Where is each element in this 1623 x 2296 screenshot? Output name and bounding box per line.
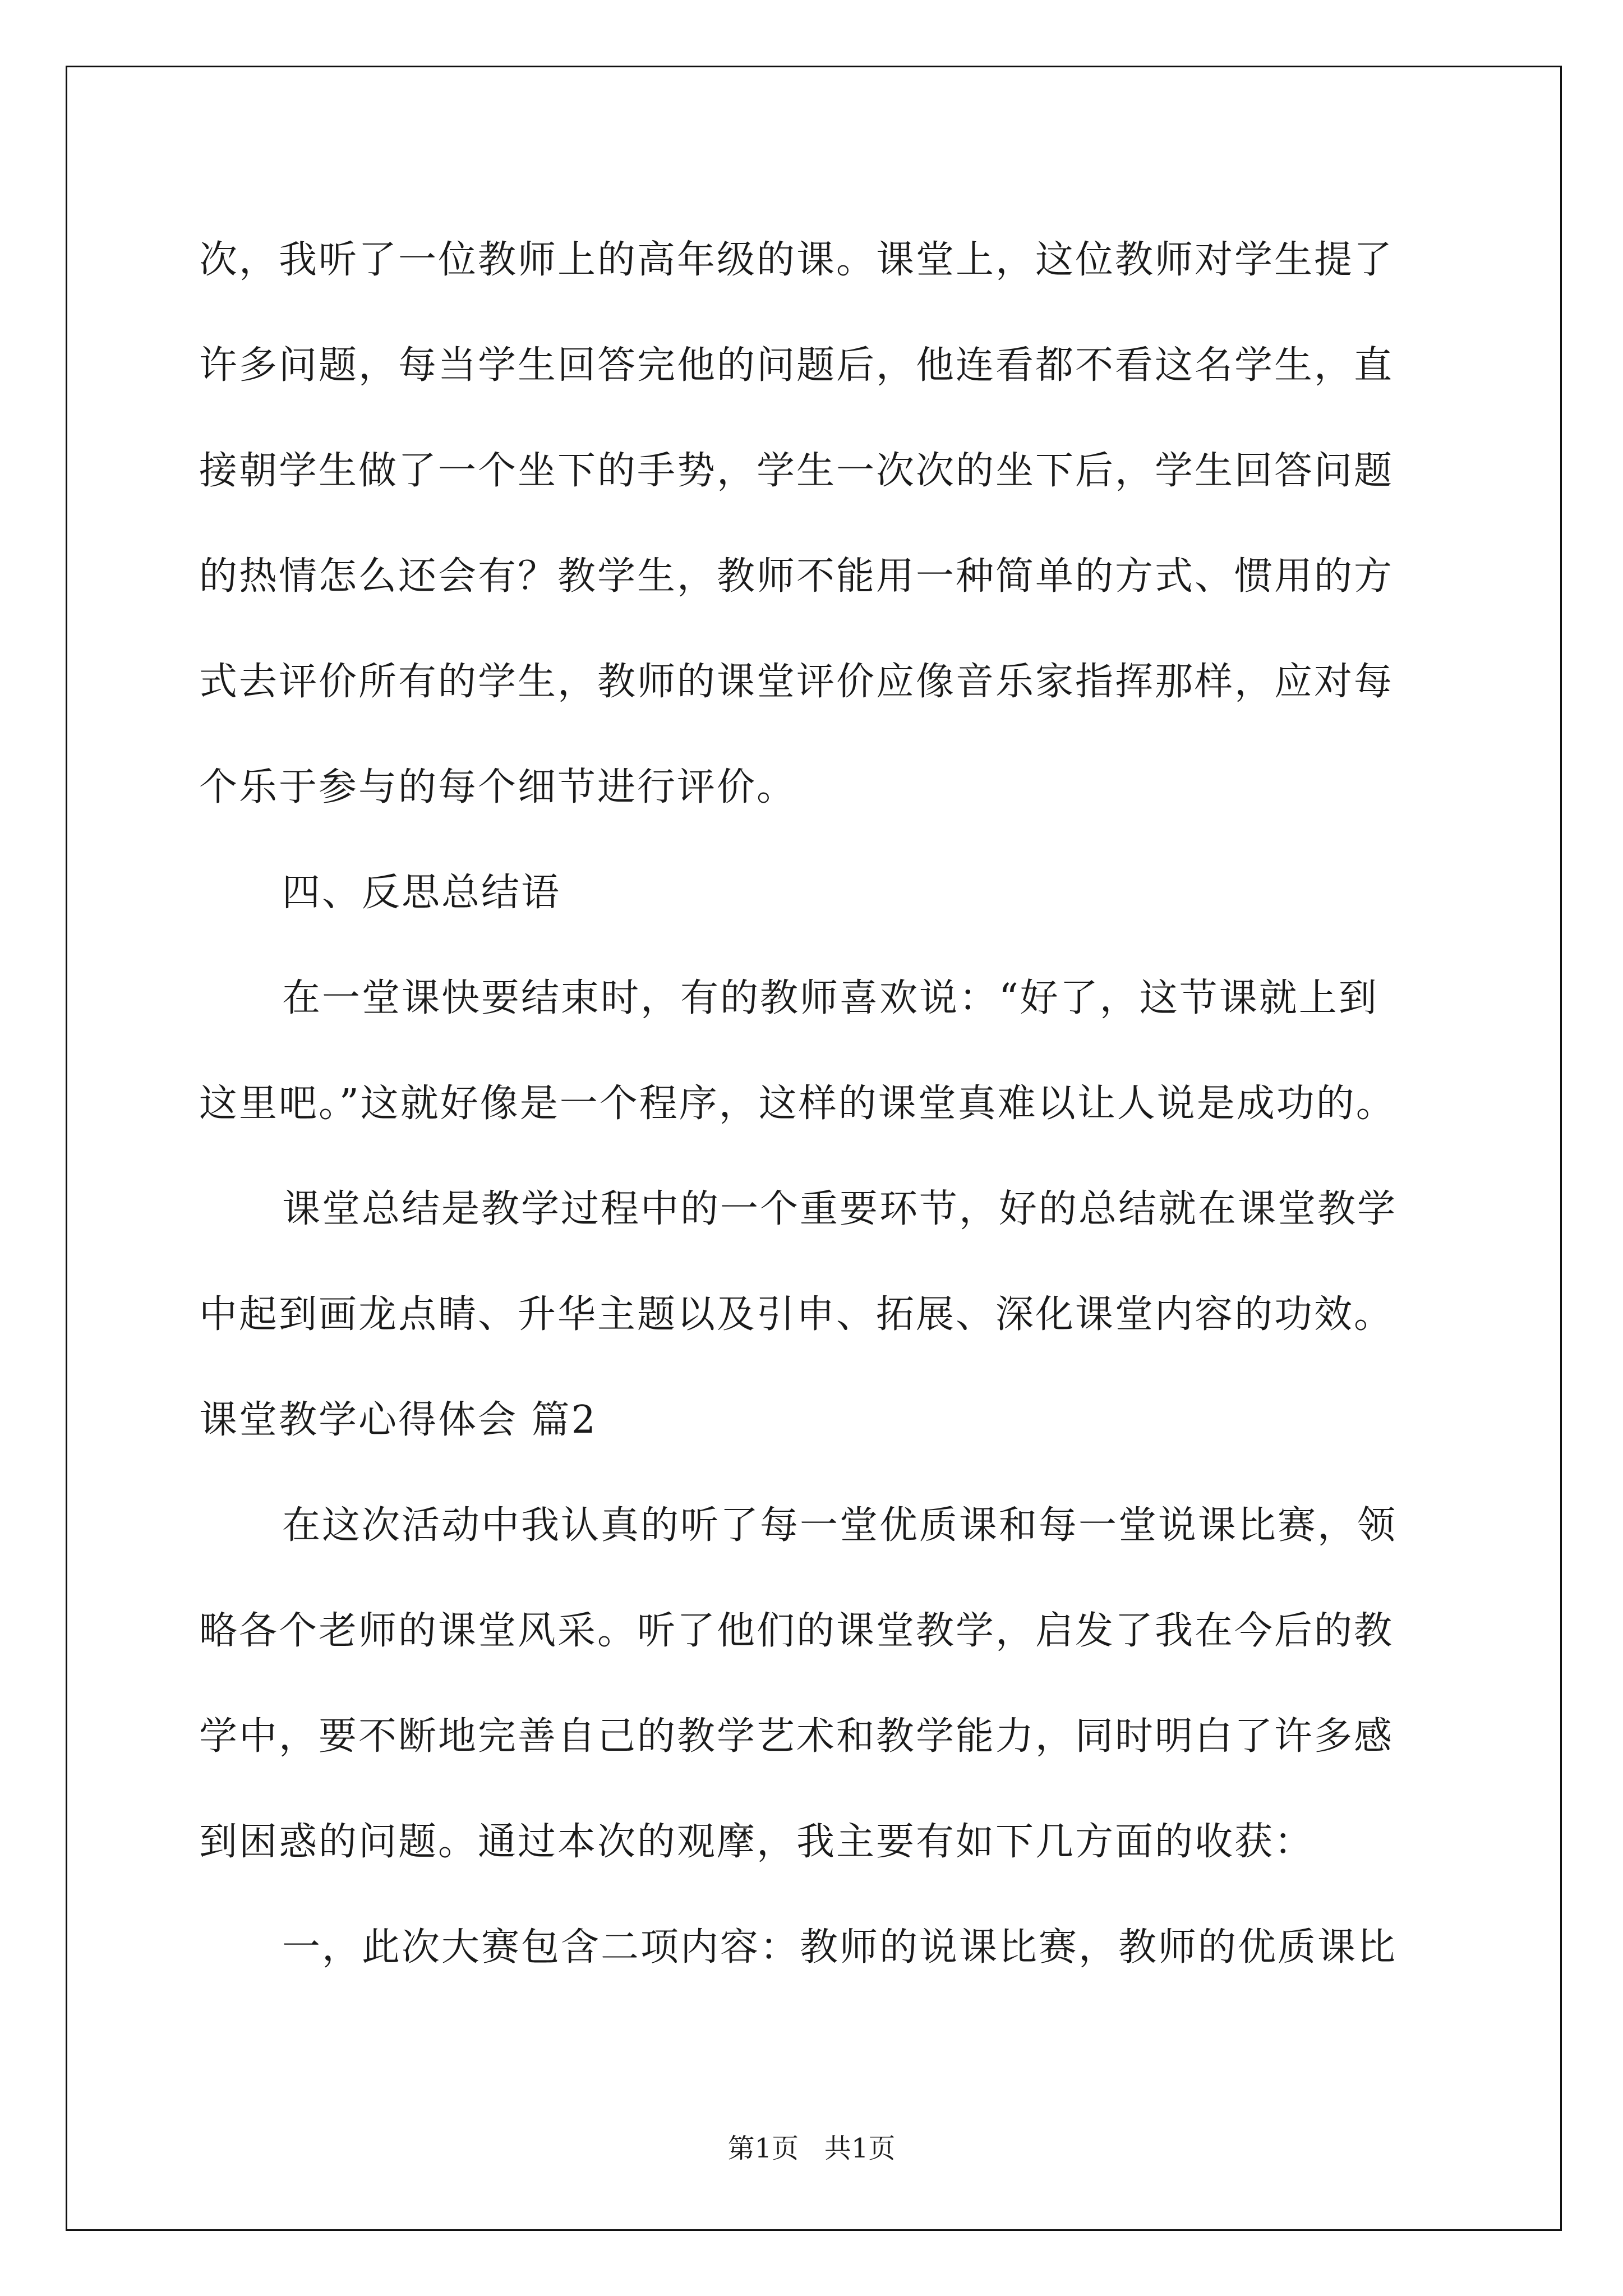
- document-body: [199, 208, 1444, 2000]
- text-line-3: 接朝学生做了一个坐下的手势，学生一次次的坐下后，学生回答问题: [199, 449, 1394, 493]
- text-line-15: 学中，要不断地完善自己的教学艺术和教学能力，同时明白了许多感: [199, 1714, 1394, 1759]
- text-line-1: 次，我听了一位教师上的高年级的课。课堂上，这位教师对学生提了: [199, 238, 1394, 282]
- text-line-2: 许多问题，每当学生回答完他的问题后，他连看都不看这名学生，直: [199, 343, 1394, 388]
- article-title-2: 课堂教学心得体会 篇2: [199, 1398, 597, 1442]
- text-line-17: 一，此次大赛包含二项内容：教师的说课比赛，教师的优质课比: [282, 1925, 1398, 1970]
- text-line-5: 式去评价所有的学生，教师的课堂评价应像音乐家指挥那样，应对每: [199, 660, 1394, 704]
- text-line-8: 在一堂课快要结束时，有的教师喜欢说：“好了，这节课就上到: [282, 976, 1378, 1020]
- text-line-14: 略各个老师的课堂风采。听了他们的课堂教学，启发了我在今后的教: [199, 1609, 1394, 1653]
- text-line-9: 这里吧。”这就好像是一个程序，这样的课堂真难以让人说是成功的。: [199, 1082, 1396, 1126]
- text-line-10: 课堂总结是教学过程中的一个重要环节，好的总结就在课堂教学: [282, 1187, 1398, 1231]
- text-line-16: 到困惑的问题。通过本次的观摩，我主要有如下几方面的收获：: [199, 1820, 1315, 1864]
- text-line-4: 的热情怎么还会有？教学生，教师不能用一种简单的方式、惯用的方: [199, 554, 1394, 599]
- page-footer: 第1页 共1页: [727, 2133, 896, 2164]
- section-heading-4: 四、反思总结语: [282, 871, 561, 915]
- text-line-11: 中起到画龙点睛、升华主题以及引申、拓展、深化课堂内容的功效。: [199, 1292, 1394, 1337]
- text-line-6: 个乐于参与的每个细节进行评价。: [199, 765, 797, 809]
- text-line-13: 在这次活动中我认真的听了每一堂优质课和每一堂说课比赛，领: [282, 1503, 1398, 1548]
